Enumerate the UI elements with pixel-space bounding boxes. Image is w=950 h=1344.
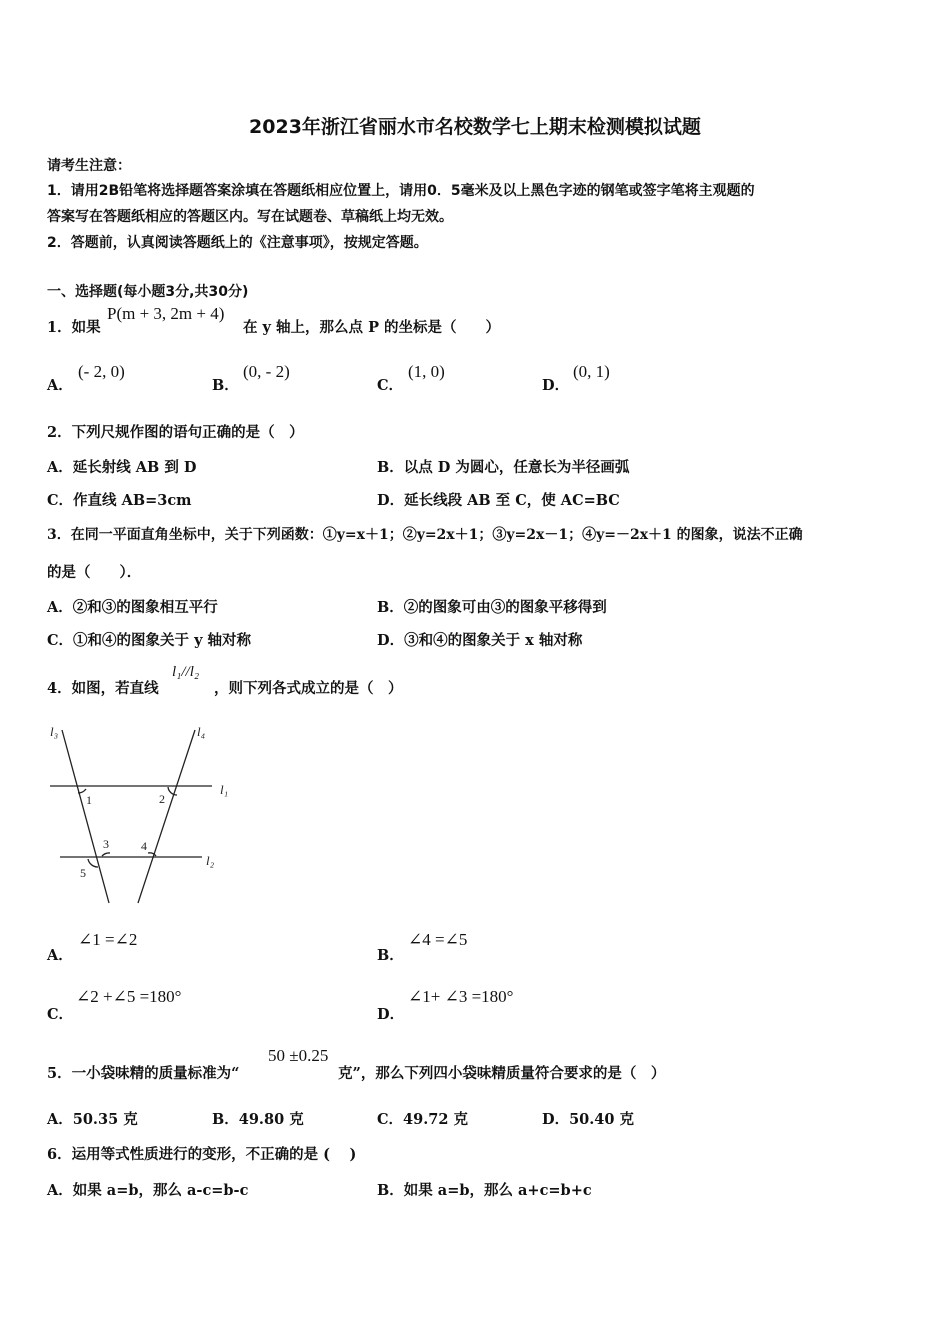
q4-option-a-label: A． xyxy=(47,947,73,964)
q2-stem: 2．下列尺规作图的语句正确的是（ ） xyxy=(47,424,304,441)
q2-option-a: A．延长射线 AB 到 D xyxy=(47,459,197,476)
q4-formula: l₁//l₂ xyxy=(172,664,200,680)
q4-option-c-label: C． xyxy=(47,1006,74,1023)
q5-option-b: B．49.80 克 xyxy=(212,1111,304,1128)
q1-option-d-value: (0, 1) xyxy=(573,362,610,381)
q2-option-b: B．以点 D 为圆心，任意长为半径画弧 xyxy=(377,459,630,476)
arc-angle-5 xyxy=(88,859,98,867)
q6-stem: 6．运用等式性质进行的变形，不正确的是 ( ) xyxy=(47,1146,357,1163)
q2-option-d: D．延长线段 AB 至 C，使 AC=BC xyxy=(377,492,620,509)
page-title: 2023年浙江省丽水市名校数学七上期末检测模拟试题 xyxy=(249,116,701,138)
q1-option-a-value: (- 2, 0) xyxy=(78,362,125,381)
q1-prefix: 1．如果 xyxy=(47,319,101,336)
label-l3: l₃ xyxy=(50,724,59,739)
label-l2: l₂ xyxy=(206,853,215,868)
q4-option-c-value: ∠2 +∠5 =180° xyxy=(76,987,182,1006)
q5-option-d: D．50.40 克 xyxy=(542,1111,635,1128)
q3-option-d: D．③和④的图象关于 x 轴对称 xyxy=(377,632,583,649)
label-angle-5: 5 xyxy=(80,866,86,880)
notice-line-2: 2．答题前，认真阅读答题纸上的《注意事项》，按规定答题。 xyxy=(47,235,428,251)
notice-line-1b: 答案写在答题纸相应的答题区内。写在试题卷、草稿纸上均无效。 xyxy=(47,209,453,225)
q5-prefix: 5．一小袋味精的质量标准为“ xyxy=(47,1065,240,1082)
notice-line-1: 1．请用2B铅笔将选择题答案涂填在答题纸相应位置上，请用0．5毫米及以上黑色字迹的钢笔或签字笔将主观题的 xyxy=(47,183,755,199)
q4-prefix: 4．如图，若直线 xyxy=(47,680,159,697)
section-heading: 一、选择题(每小题3分,共30分) xyxy=(47,284,249,300)
q3-stem-2: 的是（ ）． xyxy=(47,564,142,581)
q1-suffix: 在 y 轴上，那么点 P 的坐标是（ ） xyxy=(243,319,501,336)
q1-option-c-value: (1, 0) xyxy=(408,362,445,381)
label-angle-3: 3 xyxy=(103,837,109,851)
q4-option-b-label: B． xyxy=(377,947,404,964)
q3-option-c: C．①和④的图象关于 y 轴对称 xyxy=(47,632,252,649)
label-angle-4: 4 xyxy=(141,839,147,853)
q5-option-c: C．49.72 克 xyxy=(377,1111,468,1128)
q5-formula: 50 ±0.25 xyxy=(268,1046,329,1065)
q4-suffix: ，则下列各式成立的是（ ） xyxy=(214,680,403,697)
q6-option-a: A．如果 a=b，那么 a-c=b-c xyxy=(47,1182,249,1199)
q3-option-a: A．②和③的图象相互平行 xyxy=(47,599,218,616)
parallel-lines-figure xyxy=(40,715,240,910)
q1-option-a-label: A． xyxy=(47,377,73,394)
label-l1: l₁ xyxy=(220,782,229,797)
notice-heading: 请考生注意： xyxy=(47,158,131,174)
q1-option-b-value: (0, - 2) xyxy=(243,362,290,381)
q1-formula: P(m + 3, 2m + 4) xyxy=(107,304,225,323)
q1-option-c-label: C． xyxy=(377,377,404,394)
q6-option-b: B．如果 a=b，那么 a+c=b+c xyxy=(377,1182,592,1199)
q4-option-d-value: ∠1+ ∠3 =180° xyxy=(408,987,514,1006)
arc-angle-3 xyxy=(102,853,110,856)
q5-option-a: A．50.35 克 xyxy=(47,1111,138,1128)
q2-option-c: C．作直线 AB=3cm xyxy=(47,492,192,509)
label-angle-2: 2 xyxy=(159,792,165,806)
q3-stem: 3．在同一平面直角坐标中，关于下列函数：①y=x＋1；②y=2x＋1；③y=2x－1；④y=－2x＋1 的图象，说法不正确 xyxy=(47,527,803,543)
q4-option-d-label: D． xyxy=(377,1006,405,1023)
q4-option-b-value: ∠4 =∠5 xyxy=(408,930,468,949)
line-l4 xyxy=(138,730,195,903)
label-angle-1: 1 xyxy=(86,793,92,807)
label-l4: l₄ xyxy=(197,724,206,739)
q3-option-b: B．②的图象可由③的图象平移得到 xyxy=(377,599,607,616)
q1-option-b-label: B． xyxy=(212,377,239,394)
q4-option-a-value: ∠1 =∠2 xyxy=(78,930,138,949)
q5-suffix: 克”，那么下列四小袋味精质量符合要求的是（ ） xyxy=(338,1065,666,1082)
q1-option-d-label: D． xyxy=(542,377,570,394)
